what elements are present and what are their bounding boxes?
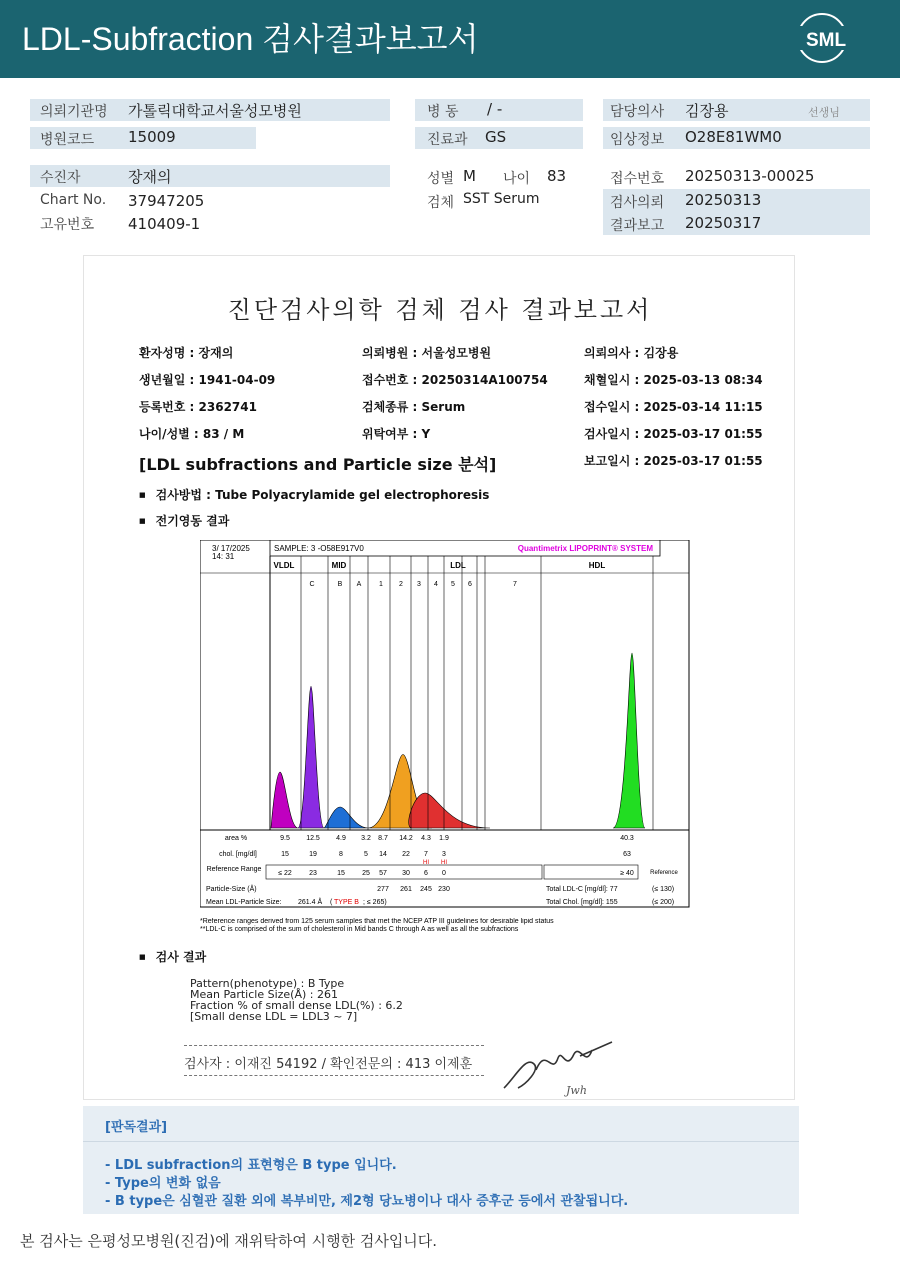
row-label-mean: Mean LDL-Particle Size: — [206, 899, 282, 906]
chol-value: 8 — [339, 851, 343, 858]
hospital-code-label: 병원코드 — [40, 132, 95, 148]
judgement-title: [판독결과] — [105, 1120, 168, 1135]
result-fraction: Fraction % of small dense LDL(%) : 6.2 — [190, 999, 403, 1012]
footer-note: 본 검사는 은평성모병원(진검)에 재위탁하여 시행한 검사입니다. — [20, 1232, 438, 1250]
receipt-label: 접수번호 — [610, 171, 665, 187]
report-date-value: 20250317 — [685, 214, 762, 232]
chart-date: 3/ 17/2025 — [212, 544, 250, 553]
sex-value: M — [463, 167, 476, 185]
ref-value: 6 — [424, 870, 428, 877]
area-value: 4.9 — [336, 835, 346, 842]
chol-value: 63 — [623, 851, 631, 858]
area-value: 12.5 — [306, 835, 320, 842]
specimen-value: SST Serum — [463, 191, 540, 207]
field-recv-time: 접수일시 : 2025-03-14 11:15 — [584, 400, 763, 414]
patient-value: 장재의 — [128, 168, 172, 186]
age-value: 83 — [547, 167, 567, 185]
method-line: ■ 검사방법 : Tube Polyacrylamide gel electrophoresis — [139, 486, 489, 503]
ward-label: 병 동 — [427, 104, 459, 120]
field-name: 환자성명 : 장재의 — [139, 346, 234, 360]
ref-value: 15 — [337, 870, 345, 877]
result-heading: ■ 검사 결과 — [139, 948, 206, 965]
area-value: 1.9 — [439, 835, 449, 842]
result-small-dense: [Small dense LDL = LDL3 ~ 7] — [190, 1010, 358, 1023]
field-outsourced: 위탁여부 : Y — [362, 427, 431, 441]
doctor-label: 담당의사 — [610, 104, 665, 120]
lipoprint-chart — [200, 540, 690, 912]
hi-flag: HI — [441, 860, 447, 866]
result-pattern: Pattern(phenotype) : B Type — [190, 977, 345, 990]
band-label: A — [356, 581, 362, 588]
area-value: 40.3 — [620, 835, 634, 842]
judgement-line-1: - LDL subfraction의 표현형은 B type 입니다. — [105, 1158, 397, 1173]
hospital-code-value: 15009 — [128, 128, 176, 146]
band-label: 2 — [399, 581, 403, 588]
area-value: 4.3 — [421, 835, 431, 842]
group-label-ldl: LDL — [450, 561, 466, 570]
row-label-chol: chol. [mg/dl] — [219, 851, 257, 858]
size-value: 261 — [400, 886, 412, 893]
field-receipt: 접수번호 : 20250314A100754 — [362, 373, 548, 387]
dept-value: GS — [485, 128, 507, 146]
page-header — [0, 0, 900, 78]
unique-label: 고유번호 — [40, 217, 95, 233]
result-mean-size: Mean Particle Size(Å) : 261 — [190, 988, 338, 1001]
type-label: TYPE B — [334, 899, 359, 906]
band-label: 1 — [379, 581, 383, 588]
receipt-value: 20250313-00025 — [685, 167, 815, 185]
dept-label: 진료과 — [427, 132, 468, 148]
judgement-line-3: - B type은 심혈관 질환 외에 복부비만, 제2형 당뇨병이나 대사 증후군 등에서 관찰됩니다. — [105, 1194, 629, 1209]
band-label: B — [337, 581, 343, 588]
ref-value: 23 — [309, 870, 317, 877]
chol-value: 14 — [379, 851, 387, 858]
size-value: 230 — [438, 886, 450, 893]
band-label: 6 — [468, 581, 472, 588]
mean-value: 261.4 Å — [298, 899, 323, 906]
chart-sample: SAMPLE: 3 -O58E917V0 — [274, 544, 364, 553]
ref-value: ≥ 40 — [620, 870, 634, 877]
signature-text: Jwh — [566, 1084, 587, 1097]
chol-value: 22 — [402, 851, 410, 858]
ref-value: 0 — [442, 870, 446, 877]
judgement-line-2: - Type의 변화 없음 — [105, 1176, 221, 1191]
field-hospital: 의뢰병원 : 서울성모병원 — [362, 346, 492, 360]
ref-value: 30 — [402, 870, 410, 877]
group-label-hdl: HDL — [588, 561, 606, 570]
chol-value: 15 — [281, 851, 289, 858]
chol-value: 5 — [364, 851, 368, 858]
chart-title: Quantimetrix LIPOPRINT® SYSTEM — [517, 544, 653, 553]
judgement-header — [83, 1106, 799, 1142]
field-report-time: 보고일시 : 2025-03-17 01:55 — [584, 454, 763, 468]
band-label: 3 — [417, 581, 421, 588]
size-value: 245 — [420, 886, 432, 893]
band-label: 7 — [513, 581, 517, 588]
chart-no-label: Chart No. — [40, 192, 107, 208]
request-label: 검사의뢰 — [610, 195, 665, 211]
logo-text: SML — [805, 30, 847, 51]
ref-value: ≤ 22 — [278, 870, 292, 877]
chart-time: 14: 31 — [212, 552, 235, 561]
judgement-box — [83, 1106, 799, 1214]
band-label: C — [309, 581, 315, 588]
specimen-label: 검체 — [427, 195, 455, 211]
patient-label: 수진자 — [40, 170, 81, 186]
band-label: 5 — [451, 581, 455, 588]
signature — [496, 1036, 616, 1098]
footnote-1: *Reference ranges derived from 125 serum samples that met the NCEP ATP III guidelines for desirable lipid status — [200, 918, 554, 925]
area-value: 8.7 — [378, 835, 388, 842]
ward-value: / - — [487, 100, 503, 118]
total-ldl-ref: (≤ 130) — [652, 886, 675, 893]
page-title: LDL-Subfraction 검사결과보고서 — [22, 21, 479, 57]
size-value: 277 — [377, 886, 389, 893]
area-value: 3.2 — [361, 835, 371, 842]
ref-label-right: Reference — [650, 870, 678, 876]
doctor-suffix: 선생님 — [808, 106, 840, 119]
chol-value: 3 — [442, 851, 446, 858]
field-physician: 의뢰의사 : 김장용 — [584, 346, 679, 360]
band-label: 4 — [434, 581, 438, 588]
group-label-mid: MID — [331, 561, 347, 570]
field-blood-time: 채혈일시 : 2025-03-13 08:34 — [584, 373, 763, 387]
total-chol: Total Chol. [mg/dl]: 155 — [546, 899, 618, 906]
report-title: 진단검사의학 검체 검사 결과보고서 — [227, 296, 653, 324]
inspector-line: 검사자 : 이재진 54192 / 확인전문의 : 413 이제훈 — [184, 1057, 473, 1072]
footnote-2: **LDL-C is comprised of the sum of cholesterol in Mid bands C through A as well as all the subfractions — [200, 926, 519, 933]
dash-bottom — [184, 1075, 484, 1076]
report-date-label: 결과보고 — [610, 218, 665, 234]
chol-value: 19 — [309, 851, 317, 858]
chart-footnotes — [200, 918, 680, 934]
field-birth: 생년월일 : 1941-04-09 — [139, 373, 276, 387]
field-age-sex: 나이/성별 : 83 / M — [139, 427, 245, 441]
group-label-vldl: VLDL — [273, 561, 295, 570]
dash-top — [184, 1045, 484, 1046]
request-value: 20250313 — [685, 191, 762, 209]
row-label-area: area % — [224, 835, 248, 842]
clinical-label: 임상정보 — [610, 132, 665, 148]
unique-value: 410409-1 — [128, 215, 201, 233]
institution-label: 의뢰기관명 — [40, 104, 108, 120]
field-reg: 등록번호 : 2362741 — [139, 400, 257, 414]
row-label-size: Particle-Size (Å) — [206, 886, 257, 893]
area-value: 9.5 — [280, 835, 290, 842]
total-ldl: Total LDL-C [mg/dl]: 77 — [546, 886, 618, 893]
paren: ( — [330, 899, 333, 906]
sml-logo — [796, 12, 856, 64]
doctor-value: 김장용 — [685, 102, 729, 120]
ref-value: 57 — [379, 870, 387, 877]
section-title: [LDL subfractions and Particle size 분석] — [139, 455, 497, 474]
hi-flag: HI — [423, 860, 429, 866]
institution-value: 가톨릭대학교서울성모병원 — [128, 102, 302, 120]
type-suffix: ; ≤ 265) — [363, 899, 387, 906]
age-label: 나이 — [503, 171, 531, 187]
ref-value: 25 — [362, 870, 370, 877]
field-test-time: 검사일시 : 2025-03-17 01:55 — [584, 427, 763, 441]
row-label-ref: Reference Range — [206, 866, 262, 873]
sex-label: 성별 — [427, 171, 455, 187]
chart-no-value: 37947205 — [128, 192, 205, 210]
chol-value: 7 — [424, 851, 428, 858]
field-specimen: 검체종류 : Serum — [362, 400, 466, 414]
total-chol-ref: (≤ 200) — [652, 899, 675, 906]
electro-heading: ■ 전기영동 결과 — [139, 512, 229, 529]
clinical-value: O28E81WM0 — [685, 128, 782, 146]
area-value: 14.2 — [399, 835, 413, 842]
